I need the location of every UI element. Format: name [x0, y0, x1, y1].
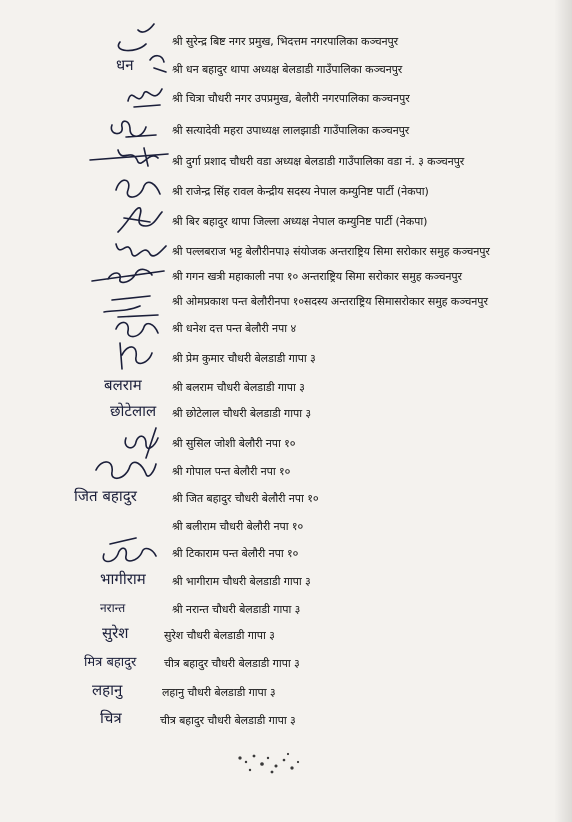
- signature-row: [0, 30, 572, 56]
- svg-text:सुरेश: सुरेश: [102, 624, 129, 642]
- signature-row: [0, 119, 572, 145]
- svg-text:लहानु: लहानु: [92, 681, 123, 699]
- entry-name: श्री प्रेम कुमार चौधरी बेलडाडी गापा ३: [172, 352, 316, 365]
- svg-text:नरान्त: नरान्त: [100, 601, 126, 615]
- signature-mark-icon: [100, 701, 154, 737]
- signature-mark-icon: [124, 79, 168, 115]
- entry-name: सुरेश चौधरी बेलडाडी गापा ३: [164, 629, 275, 642]
- entry-name: श्री गोपाल पन्त बेलौरी नपा १०: [172, 465, 291, 478]
- svg-text:मित्र बहादुर: मित्र बहादुर: [84, 655, 137, 670]
- ink-smudge-icon: [228, 748, 318, 778]
- svg-text:भागीराम: भागीराम: [100, 570, 146, 588]
- entry-name: श्री सत्यादेवी महरा उपाध्यक्ष लालझाडी गाउँपालिका कञ्चनपुर: [172, 124, 410, 137]
- entry-name: श्री राजेन्द्र सिंह रावल केन्द्रीय सदस्य नेपाल कम्युनिष्ट पार्टी (नेकपा): [172, 185, 429, 198]
- signature-row: [0, 432, 572, 458]
- entry-name: श्री धनेश दत्त पन्त बेलौरी नपा ४: [172, 322, 297, 335]
- entry-name: श्री पल्लबराज भट्ट बेलौरीनपा३ संयोजक अन्तराष्ट्रिय सिमा सरोकार समुह कञ्चनपुर: [172, 245, 490, 258]
- signature-row: [0, 180, 572, 206]
- svg-text:जित बहादुर: जित बहादुर: [74, 487, 137, 505]
- signature-row: [0, 150, 572, 176]
- entry-name: श्री बलीराम चौधरी बेलौरी नपा १०: [172, 520, 304, 533]
- entry-name: श्री जित बहादुर चौधरी बेलौरी नपा १०: [172, 492, 319, 505]
- signature-row: [0, 542, 572, 568]
- signature-row: [0, 515, 572, 541]
- signature-row: [0, 376, 572, 402]
- signature-row: [0, 709, 572, 735]
- signature-row: [0, 87, 572, 113]
- entry-name: श्री सुरेन्द्र बिष्ट नगर प्रमुख, भिदत्तम नगरपालिका कञ्चनपुर: [172, 35, 399, 48]
- entry-name: श्री बलराम चौधरी बेलडाडी गापा ३: [172, 381, 305, 394]
- signature-row: [0, 240, 572, 266]
- entry-name: श्री सुसिल जोशी बेलौरी नपा १०: [172, 437, 296, 450]
- entry-name: श्री छोटेलाल चौधरी बेलडाडी गापा ३: [172, 407, 312, 420]
- svg-text:बलराम: बलराम: [104, 376, 142, 394]
- entry-name: श्री ओमप्रकाश पन्त बेलौरीनपा १०सदस्य अन्तराष्ट्रिय सिमासरोकार समुह कञ्चनपुर: [172, 295, 488, 308]
- signature-row: [0, 570, 572, 596]
- entry-name: चीत्र बहादुर चौधरी बेलडाडी गापा ३: [164, 657, 300, 670]
- signature-row: [0, 652, 572, 678]
- entry-name: श्री टिकाराम पन्त बेलौरी नपा १०: [172, 547, 299, 560]
- svg-text:छोटेलाल: छोटेलाल: [110, 402, 157, 420]
- svg-text:चित्र: चित्र: [100, 709, 122, 727]
- entry-name: श्री भागीराम चौधरी बेलडाडी गापा ३: [172, 575, 311, 588]
- entry-name: श्री बिर बहादुर थापा जिल्ला अध्यक्ष नेपाल कम्युनिष्ट पार्टी (नेकपा): [172, 215, 428, 228]
- signature-row: [0, 487, 572, 513]
- entry-name: चीत्र बहादुर चौधरी बेलडाडी गापा ३: [160, 714, 296, 727]
- signature-row: [0, 681, 572, 707]
- svg-text:धन: धन: [116, 56, 134, 74]
- entry-name: श्री धन बहादुर थापा अध्यक्ष बेलडाडी गाउँपालिका कञ्चनपुर: [172, 63, 403, 76]
- signature-row: [0, 598, 572, 624]
- signature-row: [0, 317, 572, 343]
- entry-name: श्री गगन खत्री महाकाली नपा १० अन्तराष्ट्रिय सिमा सरोकार समुह कञ्चनपुर: [172, 270, 462, 283]
- signature-row: [0, 402, 572, 428]
- signature-row: [0, 265, 572, 291]
- signature-row: [0, 58, 572, 84]
- signature-row: [0, 210, 572, 236]
- entry-name: श्री चित्रा चौधरी नगर उपप्रमुख, बेलौरी नगरपालिका कञ्चनपुर: [172, 92, 410, 105]
- signature-row: [0, 347, 572, 373]
- entry-name: लहानु चौधरी बेलडाडी गापा ३: [162, 686, 276, 699]
- signature-row: [0, 290, 572, 316]
- entry-name: श्री दुर्गा प्रशाद चौधरी वडा अध्यक्ष बेलडाडी गाउँपालिका वडा नं. ३ कञ्चनपुर: [172, 155, 465, 168]
- entry-name: श्री नरान्त चौधरी बेलडाडी गापा ३: [172, 603, 301, 616]
